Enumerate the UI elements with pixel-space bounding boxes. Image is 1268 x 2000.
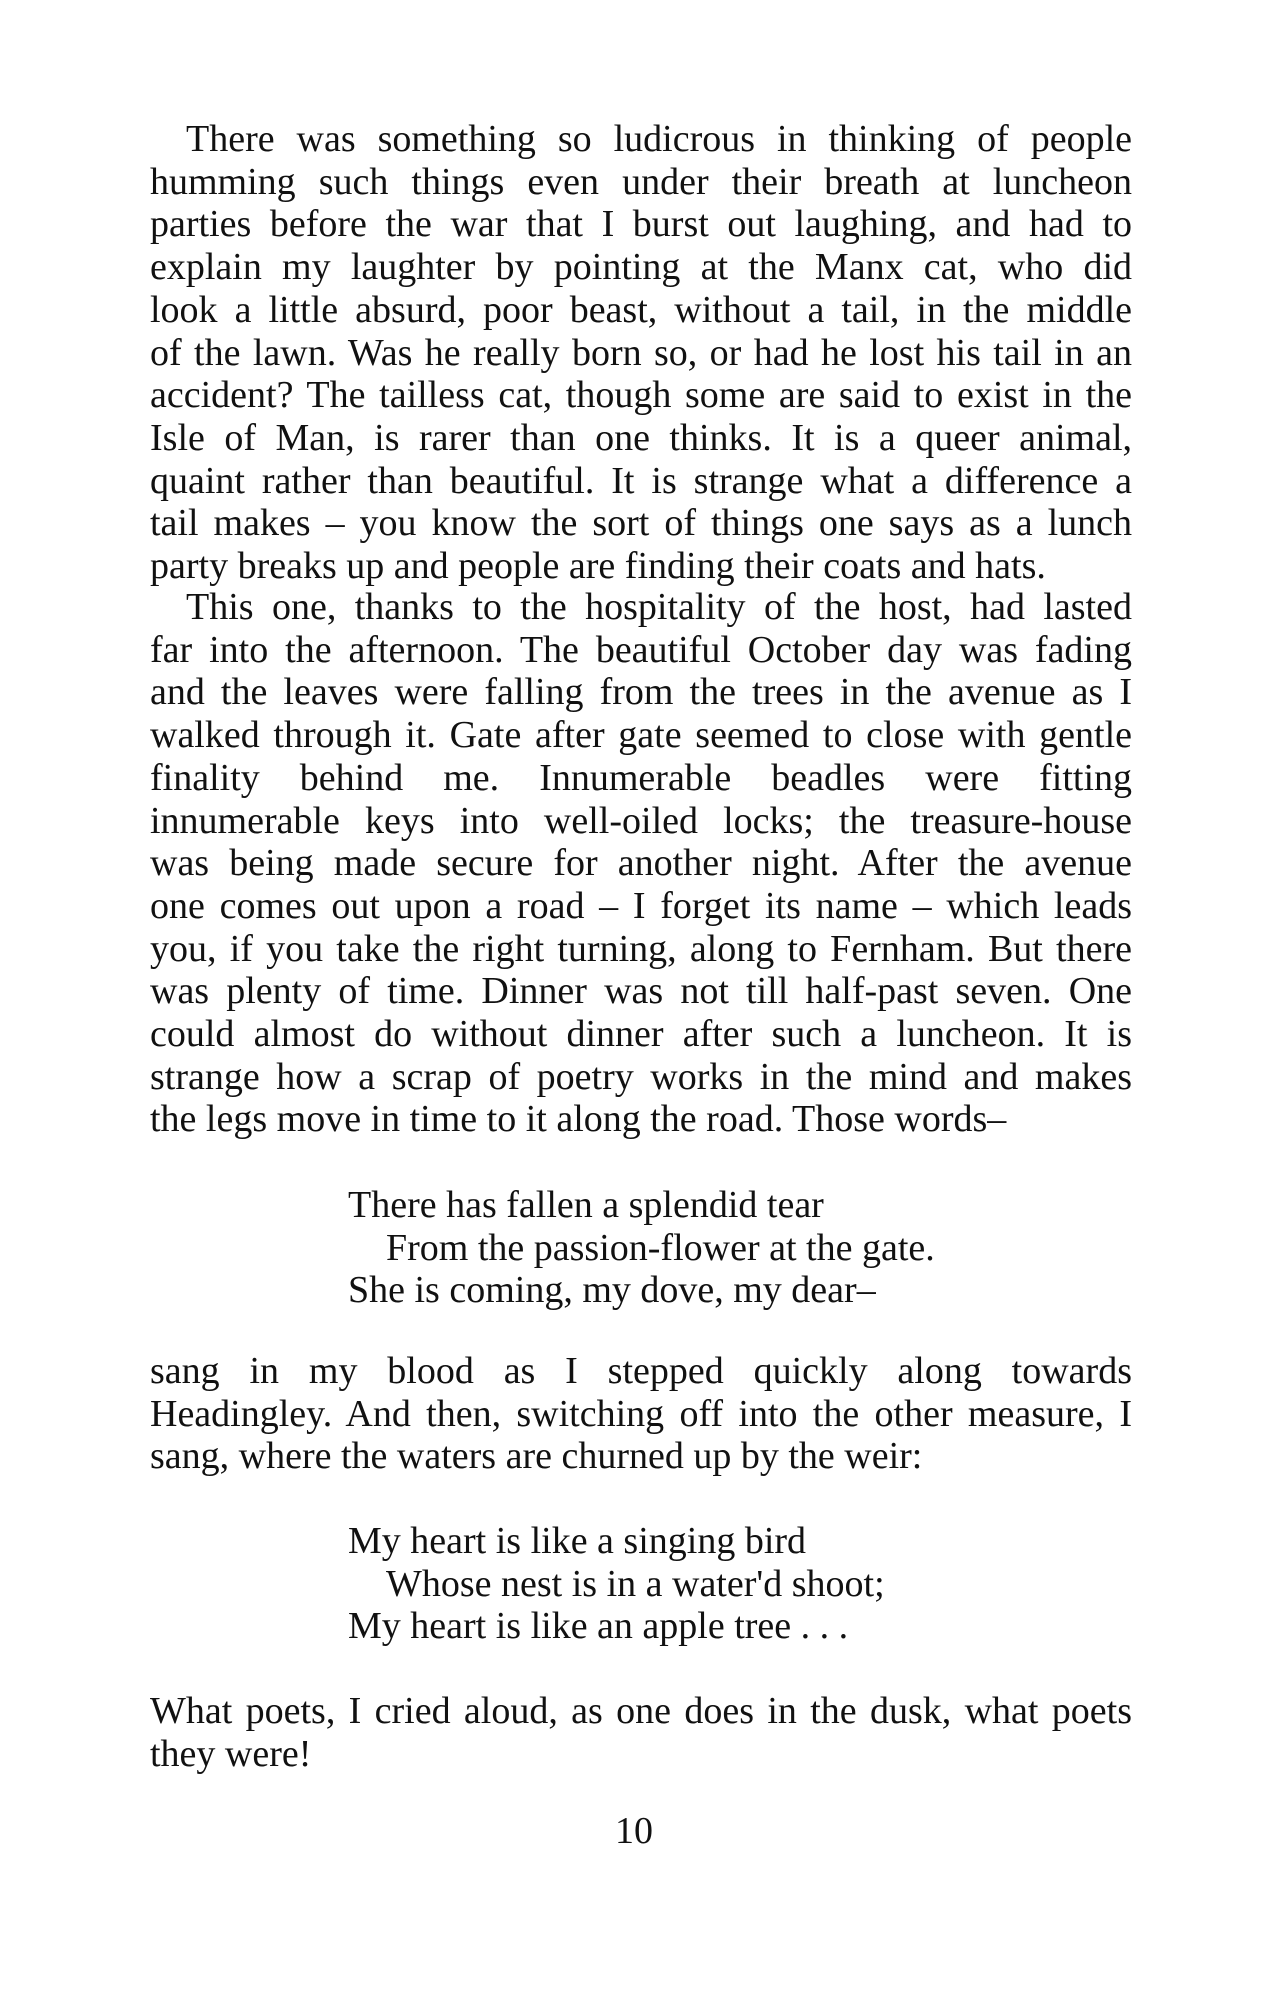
text-line: quaint rather than beautiful. It is strange what a difference a (150, 459, 1132, 502)
verse-line: Whose nest is in a water'd shoot; (386, 1562, 885, 1605)
text-line: Headingley. And then, switching off into the other measure, I (150, 1392, 1132, 1435)
text-line: tail makes – you know the sort of things one says as a lunch (150, 502, 1132, 545)
text-line: sang, where the waters are churned up by the weir: (150, 1435, 923, 1478)
text-line: of the lawn. Was he really born so, or had he lost his tail in an (150, 331, 1132, 374)
text-line: was being made secure for another night. After the avenue (150, 842, 1132, 885)
text-line: you, if you take the right turning, along to Fernham. But there (150, 927, 1132, 970)
text-line: far into the afternoon. The beautiful October day was fading (150, 628, 1132, 671)
text-line: There was something so ludicrous in thinking of people (186, 118, 1132, 160)
text-line: party breaks up and people are finding their coats and hats. (150, 545, 1046, 588)
text-line: the legs move in time to it along the road. Those words– (150, 1098, 1007, 1141)
page-number: 10 (615, 1810, 653, 1852)
paragraph-4 (150, 1690, 1132, 1775)
verse-line: From the passion-flower at the gate. (386, 1226, 935, 1269)
text-line: innumerable keys into well-oiled locks; the treasure-house (150, 799, 1132, 842)
verse-line: My heart is like an apple tree . . . (348, 1605, 849, 1648)
text-line: look a little absurd, poor beast, without a tail, in the middle (150, 288, 1132, 331)
text-line: Isle of Man, is rarer than one thinks. It is a queer animal, (150, 416, 1132, 459)
text-line: This one, thanks to the hospitality of the host, had lasted (186, 586, 1132, 628)
text-line: could almost do without dinner after such a luncheon. It is (150, 1013, 1132, 1056)
verse-quote-1 (348, 1184, 935, 1312)
text-line: finality behind me. Innumerable beadles were fitting (150, 756, 1132, 799)
verse-line: My heart is like a singing bird (348, 1520, 807, 1562)
verse-quote-2 (348, 1520, 885, 1648)
text-line: one comes out upon a road – I forget its name – which leads (150, 884, 1132, 927)
text-line: parties before the war that I burst out laughing, and had to (150, 203, 1132, 246)
text-line: strange how a scrap of poetry works in the mind and makes (150, 1055, 1132, 1098)
text-line: What poets, I cried aloud, as one does in the dusk, what poets (150, 1690, 1132, 1732)
text-line: they were! (150, 1732, 312, 1775)
text-line: accident? The tailless cat, though some are said to exist in the (150, 374, 1132, 417)
text-line: humming such things even under their breath at luncheon (150, 160, 1132, 203)
paragraph-2 (150, 586, 1132, 1141)
text-line: and the leaves were falling from the trees in the avenue as I (150, 671, 1132, 714)
verse-line: She is coming, my dove, my dear– (348, 1269, 876, 1312)
text-line: was plenty of time. Dinner was not till half-past seven. One (150, 970, 1132, 1013)
verse-line: There has fallen a splendid tear (348, 1184, 824, 1226)
text-line: walked through it. Gate after gate seemed to close with gentle (150, 714, 1132, 757)
paragraph-3 (150, 1350, 1132, 1478)
paragraph-1 (150, 118, 1132, 588)
text-line: explain my laughter by pointing at the Manx cat, who did (150, 246, 1132, 289)
text-line: sang in my blood as I stepped quickly along towards (150, 1350, 1132, 1392)
